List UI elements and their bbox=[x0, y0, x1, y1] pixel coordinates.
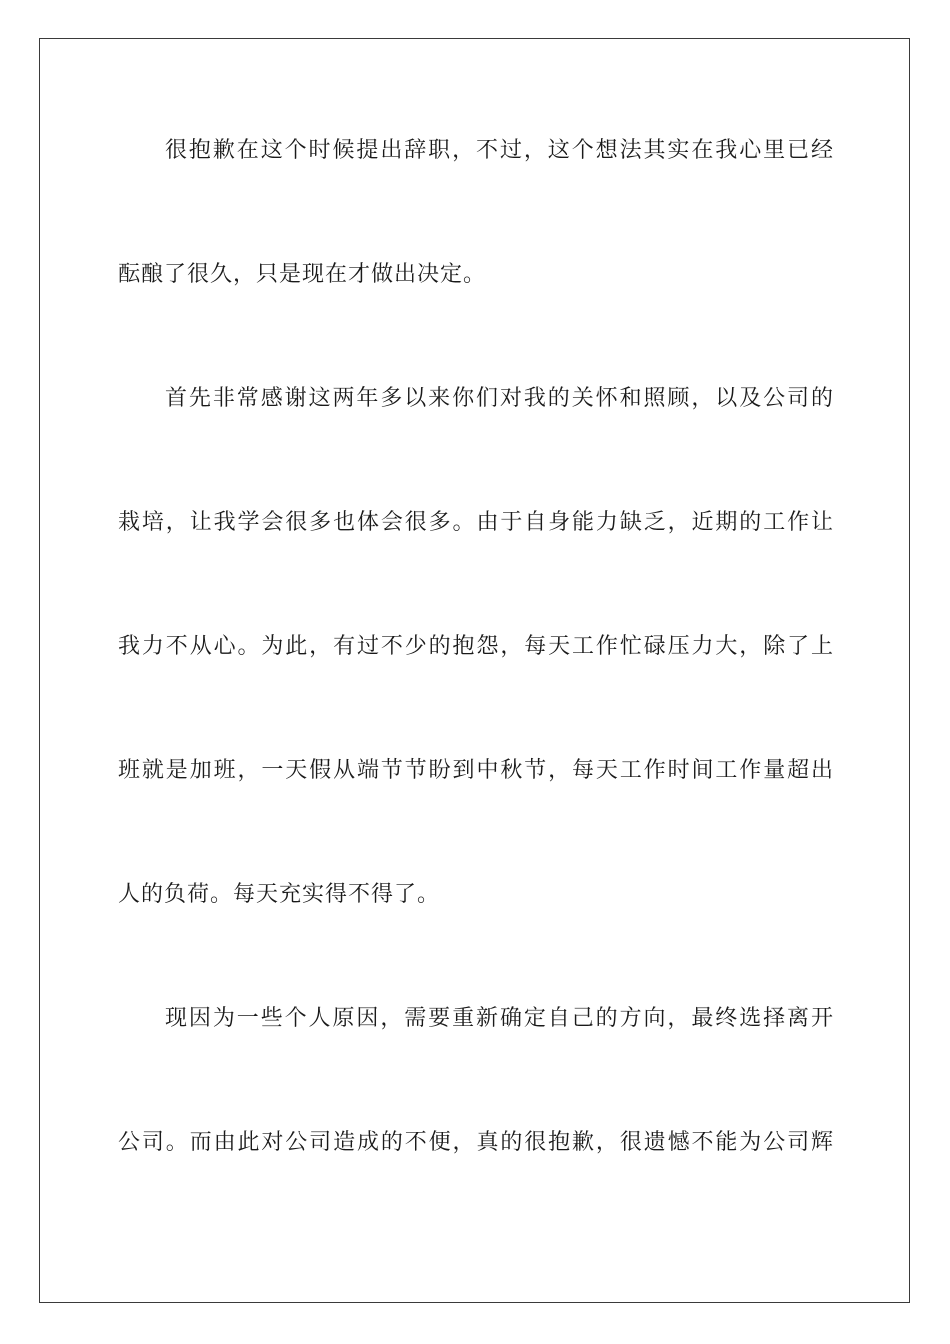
paragraph-3-line-2: 公司。而由此对公司造成的不便，真的很抱歉，很遗憾不能为公司辉 bbox=[118, 1130, 834, 1155]
document-page bbox=[39, 38, 910, 1303]
paragraph-2-line-1: 首先非常感谢这两年多以来你们对我的关怀和照顾，以及公司的 bbox=[165, 386, 834, 411]
paragraph-1-line-2: 酝酿了很久，只是现在才做出决定。 bbox=[118, 262, 487, 287]
paragraph-2-line-4: 班就是加班，一天假从端节节盼到中秋节，每天工作时间工作量超出 bbox=[118, 758, 834, 783]
paragraph-2-line-5: 人的负荷。每天充实得不得了。 bbox=[118, 882, 441, 907]
paragraph-2-line-2: 栽培，让我学会很多也体会很多。由于自身能力缺乏，近期的工作让 bbox=[118, 510, 834, 535]
paragraph-1-line-1: 很抱歉在这个时候提出辞职，不过，这个想法其实在我心里已经 bbox=[165, 138, 834, 163]
paragraph-3-line-1: 现因为一些个人原因，需要重新确定自己的方向，最终选择离开 bbox=[165, 1006, 834, 1031]
paragraph-2-line-3: 我力不从心。为此，有过不少的抱怨，每天工作忙碌压力大，除了上 bbox=[118, 634, 834, 659]
